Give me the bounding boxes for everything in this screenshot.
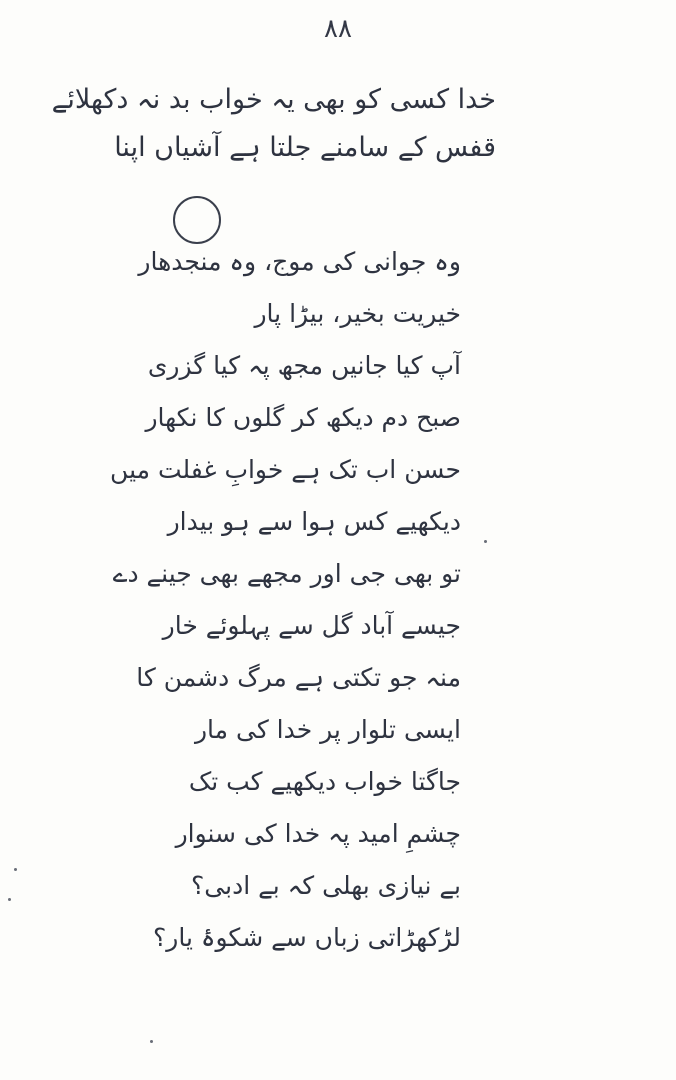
- poem-line: جاگتا خواب دیکھیے کب تک: [188, 767, 461, 796]
- poem-line: خیریت بخیر، بیڑا پار: [254, 299, 461, 328]
- page-number: ۸۸: [324, 14, 352, 44]
- poem-line: تو بھی جی اور مجھے بھی جینے دے: [112, 559, 461, 588]
- poem-line: منہ جو تکتی ہے مرگ دشمن کا: [136, 663, 461, 692]
- poem-line: لڑکھڑاتی زباں سے شکوۂ یار؟: [153, 923, 461, 952]
- poem-line: جیسے آباد گل سے پہلوئے خار: [162, 611, 461, 640]
- poem-line: وہ جوانی کی موج، وہ منجدھار: [138, 247, 461, 276]
- couplet-line-1: خدا کسی کو بھی یہ خواب بد نہ دکھلائے: [51, 84, 496, 115]
- epigraph-couplet: [51, 76, 496, 172]
- scan-speck: [484, 540, 487, 543]
- poem-body: [101, 236, 461, 964]
- poem-line: آپ کیا جانیں مجھ پہ کیا گزری: [147, 351, 461, 380]
- poem-line: صبح دم دیکھ کر گلوں کا نکھار: [145, 403, 461, 432]
- poem-line: دیکھیے کس ہوا سے ہو بیدار: [167, 507, 461, 536]
- scan-speck: [14, 868, 17, 871]
- scan-speck: [150, 1040, 153, 1043]
- poem-line: ایسی تلوار پر خدا کی مار: [194, 715, 461, 744]
- poem-line: حسن اب تک ہے خوابِ غفلت میں: [110, 455, 461, 484]
- scan-speck: [8, 898, 11, 901]
- couplet-line-2: قفس کے سامنے جلتا ہے آشیاں اپنا: [114, 132, 496, 163]
- poem-line: بے نیازی بھلی کہ بے ادبی؟: [191, 871, 461, 900]
- poem-line: چشمِ امید پہ خدا کی سنوار: [175, 819, 461, 848]
